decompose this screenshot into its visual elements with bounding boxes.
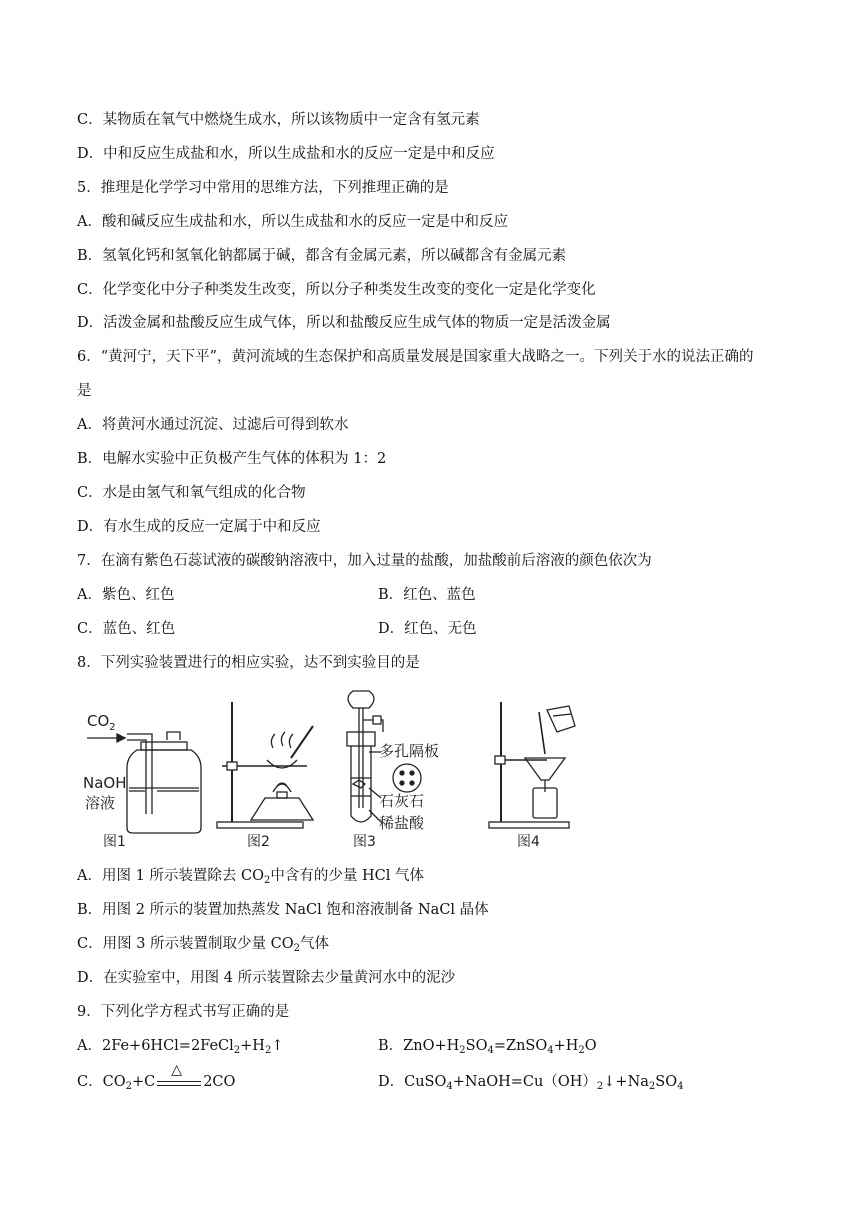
figure-1-wash-bottle: [83, 712, 201, 848]
q9-option-d: D．$CuSO_4+NaOH=Cu(OH)_2↓+Na_2SO_4$: [378, 1074, 684, 1092]
beaker-receiver: [533, 788, 557, 818]
alcohol-lamp: [251, 798, 313, 820]
naoh-label: NaOH: [83, 774, 127, 792]
q9-stem: 9．下列化学方程式书写正确的是: [77, 1004, 290, 1020]
apparatus-figures: [77, 688, 617, 848]
q7-option-a: A．紫色、红色: [77, 587, 175, 603]
plate-detail: [393, 764, 421, 792]
q8-option-c: C．用图 3 所示装置制取少量 $CO_2$气体: [77, 936, 330, 954]
glass-rod: [539, 712, 545, 754]
q7-option-b: B．红色、蓝色: [378, 587, 476, 603]
heating-triangle: △: [171, 1062, 182, 1078]
funnel-bulb: [348, 691, 374, 708]
q6-stem-line2: 是: [77, 383, 92, 399]
q9-option-c: C．$CO_2+C$ △ 2CO: [77, 1062, 236, 1092]
inlet-tube: [127, 734, 152, 814]
figure-2-caption: 图2: [247, 834, 270, 848]
q6-option-b: B．电解水实验中正负极产生气体的体积为 1：2: [77, 451, 387, 467]
q4-option-c: C．某物质在氧气中燃烧生成水，所以该物质中一定含有氢元素: [77, 112, 480, 128]
q5-option-d: D．活泼金属和盐酸反应生成气体，所以和盐酸反应生成气体的物质一定是活泼金属: [77, 315, 611, 331]
apparatus-svg: [77, 688, 617, 848]
figure-4-filtration: [489, 702, 575, 848]
figure-3-caption: 图3: [353, 834, 376, 848]
figure-2-evaporation: [217, 702, 313, 848]
figure-3-gas-generator: [347, 691, 439, 848]
q5-stem: 5．推理是化学学习中常用的思维方法，下列推理正确的是: [77, 180, 449, 196]
q9-option-b: B．$ZnO+H_2SO_4=ZnSO_4+H_2O$: [378, 1038, 597, 1056]
q6-option-c: C．水是由氢气和氧气组成的化合物: [77, 485, 306, 501]
co2-label: $CO_2$: [87, 712, 116, 733]
heating-equals-sign: [155, 1062, 203, 1092]
q5-option-a: A．酸和碱反应生成盐和水，所以生成盐和水的反应一定是中和反应: [77, 214, 508, 230]
filter-funnel: [525, 758, 565, 780]
q6-stem-line1: 6．“黄河宁，天下平”，黄河流域的生态保护和高质量发展是国家重大战略之一。下列关于水的说法正确的: [77, 349, 754, 365]
dilute-hcl-label: 稀盐酸: [379, 814, 425, 832]
limestone-label: 石灰石: [379, 792, 425, 810]
figure-4-caption: 图4: [517, 834, 540, 848]
solution-label: 溶液: [85, 794, 116, 812]
porous-plate-label: 多孔隔板: [379, 742, 440, 760]
steam-lines: [271, 732, 293, 748]
q7-option-c: C．蓝色、红色: [77, 621, 176, 637]
q6-option-d: D．有水生成的反应一定属于中和反应: [77, 519, 321, 535]
q9-option-a: A．$2Fe+6HCl=2FeCl_2+H_2↑$: [77, 1038, 284, 1056]
q8-option-a: A．用图 1 所示装置除去 $CO_2$中含有的少量 HCl 气体: [77, 868, 424, 886]
flame: [273, 784, 291, 792]
q6-option-a: A．将黄河水通过沉淀、过滤后可得到软水: [77, 417, 349, 433]
pouring-beaker: [547, 706, 575, 732]
q8-option-b: B．用图 2 所示的装置加热蒸发 NaCl 饱和溶液制备 NaCl 晶体: [77, 902, 489, 918]
q7-option-d: D．红色、无色: [378, 621, 477, 637]
q5-option-b: B．氢氧化钙和氢氧化钠都属于碱，都含有金属元素，所以碱都含有金属元素: [77, 248, 567, 264]
q8-option-d: D．在实验室中，用图 4 所示装置除去少量黄河水中的泥沙: [77, 970, 456, 986]
q7-stem: 7．在滴有紫色石蕊试液的碳酸钠溶液中，加入过量的盐酸，加盐酸前后溶液的颜色依次为: [77, 553, 652, 569]
q8-stem: 8．下列实验装置进行的相应实验，达不到实验目的是: [77, 655, 420, 671]
q5-option-c: C．化学变化中分子种类发生改变，所以分子种类发生改变的变化一定是化学变化: [77, 282, 596, 298]
figure-1-caption: 图1: [103, 834, 126, 848]
q4-option-d: D．中和反应生成盐和水，所以生成盐和水的反应一定是中和反应: [77, 146, 495, 162]
glass-rod: [291, 726, 313, 758]
